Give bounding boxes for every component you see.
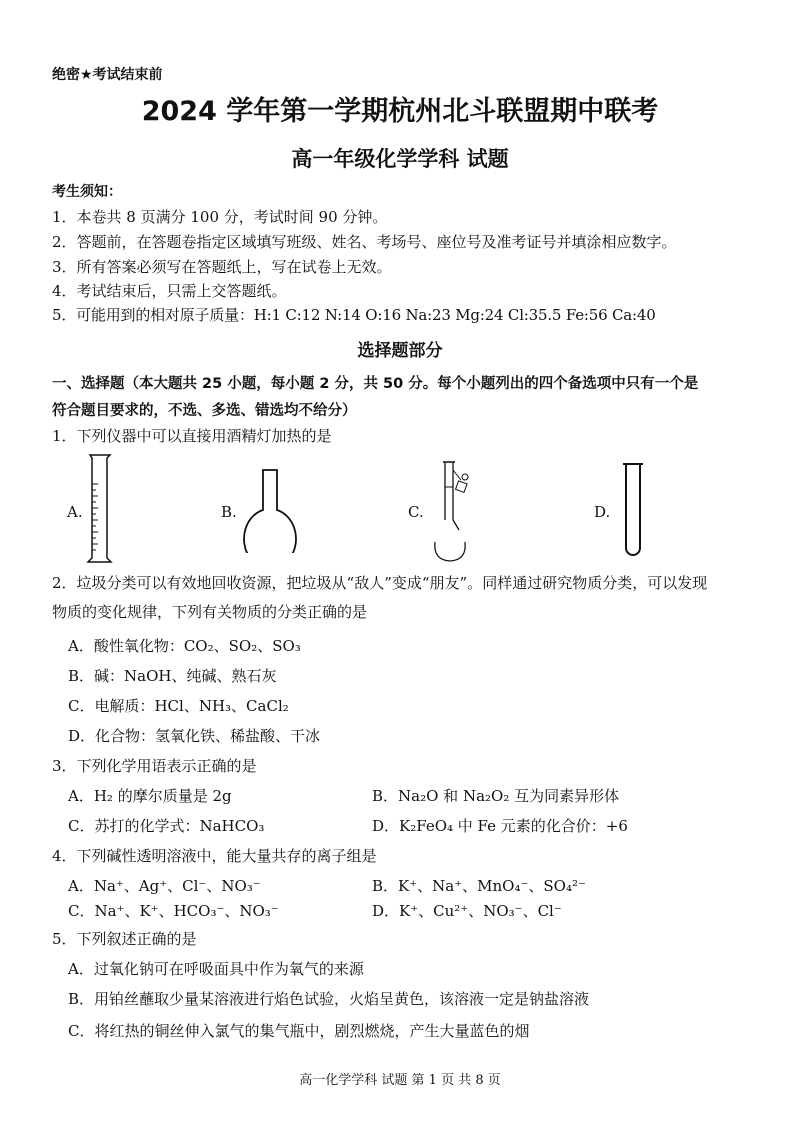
exam-title: 2024 学年第一学期杭州北斗联盟期中联考 (141, 96, 659, 127)
q2-option-c: C．电解质：HCl、NH₃、CaCl₂ (68, 697, 289, 715)
instruction-item: 5．可能用到的相对原子质量：H:1 C:12 N:14 O:16 Na:23 Mg:24 Cl:35.5 Fe:56 Ca:40 (52, 306, 656, 324)
section-intro: 符合题目要求的，不选、多选、错选均不给分） (52, 403, 357, 419)
q1-stem: 1．下列仪器中可以直接用酒精灯加热的是 (52, 427, 332, 445)
q2-stem: 2．垃圾分类可以有效地回收资源，把垃圾从“敌人”变成“朋友”。同样通过研究物质分类，可以发现 (52, 574, 708, 592)
round-bottom-flask-icon (240, 468, 300, 553)
confidential-note: 绝密★考试结束前 (52, 67, 163, 83)
section-intro: 一、选择题（本大题共 25 小题，每小题 2 分，共 50 分。每个小题列出的四个备选项中只有一个是 (52, 376, 699, 392)
q2-option-d: D．化合物：氢氧化铁、稀盐酸、干冰 (68, 727, 321, 745)
q5-option-c: C．将红热的铜丝伸入氯气的集气瓶中，剧烈燃烧，产生大量蓝色的烟 (68, 1022, 530, 1040)
instruction-item: 2．答题前，在答题卷指定区域填写班级、姓名、考场号、座位号及准考证号并填涂相应数字。 (52, 233, 677, 251)
q3-option-b: B．Na₂O 和 Na₂O₂ 互为同素异形体 (372, 787, 620, 805)
volumetric-flask-icon (425, 460, 480, 565)
q4-option-c: C．Na⁺、K⁺、HCO₃⁻、NO₃⁻ (68, 902, 279, 920)
q1-label-a: A. (67, 503, 83, 521)
q5-option-a: A．过氧化钠可在呼吸面具中作为氧气的来源 (68, 960, 364, 978)
q1-label-d: D. (594, 503, 611, 521)
q3-stem: 3．下列化学用语表示正确的是 (52, 757, 257, 775)
exam-subtitle: 高一年级化学学科 试题 (291, 147, 509, 171)
q1-label-b: B. (221, 503, 237, 521)
q4-option-b: B．K⁺、Na⁺、MnO₄⁻、SO₄²⁻ (372, 877, 586, 895)
instructions-heading: 考生须知： (52, 184, 122, 200)
instruction-item: 4．考试结束后，只需上交答题纸。 (52, 282, 287, 300)
q2-stem: 物质的变化规律，下列有关物质的分类正确的是 (52, 603, 368, 621)
q1-label-c: C. (408, 503, 424, 521)
test-tube-icon (618, 460, 648, 560)
q3-option-a: A．H₂ 的摩尔质量是 2g (68, 787, 232, 805)
page-footer: 高一化学学科 试题 第 1 页 共 8 页 (299, 1073, 501, 1088)
q4-option-d: D．K⁺、Cu²⁺、NO₃⁻、Cl⁻ (372, 902, 562, 920)
q2-option-b: B．碱：NaOH、纯碱、熟石灰 (68, 667, 277, 685)
q5-stem: 5．下列叙述正确的是 (52, 930, 197, 948)
section-title: 选择题部分 (357, 341, 443, 361)
instruction-item: 1．本卷共 8 页满分 100 分，考试时间 90 分钟。 (52, 208, 388, 226)
q4-stem: 4．下列碱性透明溶液中，能大量共存的离子组是 (52, 847, 377, 865)
q2-option-a: A．酸性氧化物：CO₂、SO₂、SO₃ (68, 637, 301, 655)
instruction-item: 3．所有答案必须写在答题纸上，写在试卷上无效。 (52, 258, 392, 276)
q5-option-b: B．用铂丝蘸取少量某溶液进行焰色试验，火焰呈黄色，该溶液一定是钠盐溶液 (68, 990, 590, 1008)
q3-option-d: D．K₂FeO₄ 中 Fe 元素的化合价：+6 (372, 817, 628, 835)
q3-option-c: C．苏打的化学式：NaHCO₃ (68, 817, 265, 835)
graduated-cylinder-icon (85, 452, 115, 567)
q4-option-a: A．Na⁺、Ag⁺、Cl⁻、NO₃⁻ (68, 877, 261, 895)
